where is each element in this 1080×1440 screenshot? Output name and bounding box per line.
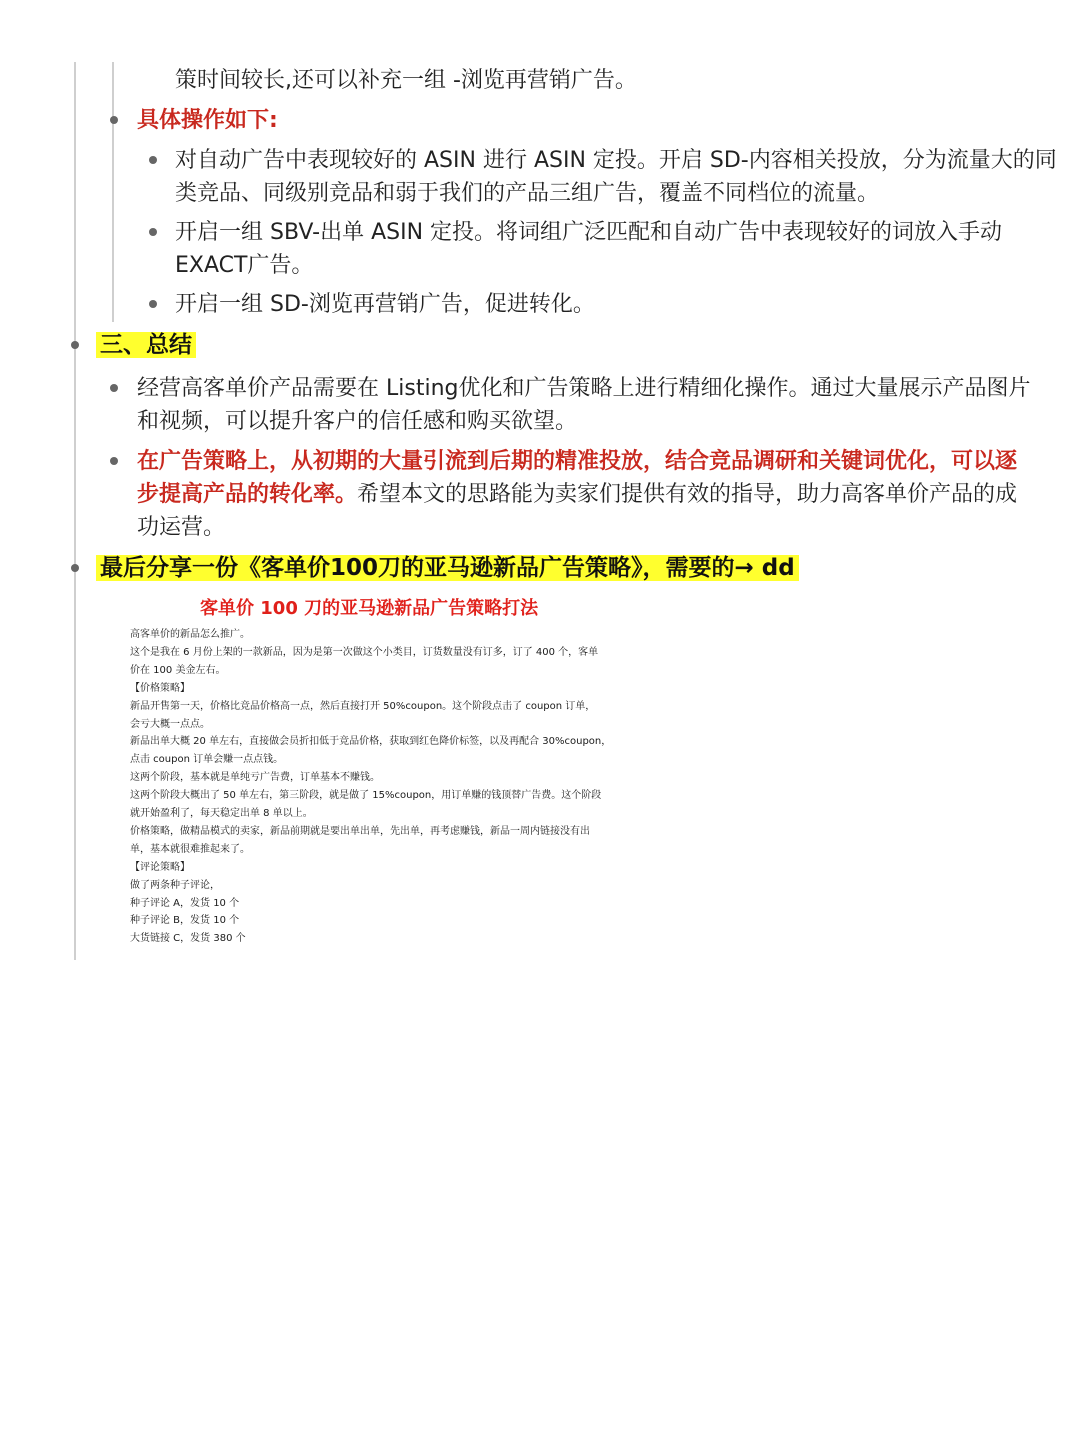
ops-item-1-line-2: 类竞品、同级别竞品和弱于我们的产品三组广告，覆盖不同档位的流量。 (175, 181, 880, 206)
embedded-doc-line: 这两个阶段，基本就是单纯亏广告费，订单基本不赚钱。 (130, 772, 380, 784)
embedded-doc-line: 高客单价的新品怎么推广。 (130, 629, 250, 640)
list-guide-outer (74, 62, 76, 960)
continuation-text: 策时间较长,还可以补充一组 -浏览再营销广告。 (175, 68, 637, 93)
bullet-icon (110, 384, 118, 392)
embedded-doc-line: 单，基本就很难推起来了。 (130, 843, 250, 855)
embedded-doc-line: 价格策略，做精品模式的卖家，新品前期就是要出单出单，先出单，再考虑赚钱，新品一周内链接没有出 (130, 825, 590, 837)
ops-item-2-line-2: EXACT广告。 (175, 253, 314, 278)
embedded-doc-line: 【价格策略】 (130, 682, 190, 694)
embedded-doc-line: 点击 coupon 订单会赚一点点钱。 (130, 754, 284, 766)
share-heading-text: 最后分享一份《客单价100刀的亚马逊新品广告策略》，需要的→ dd (96, 555, 799, 581)
bullet-icon (110, 116, 118, 124)
summary-heading-text: 三、总结 (96, 332, 196, 358)
share-heading (96, 548, 799, 588)
embedded-doc-line: 做了两条种子评论， (130, 879, 220, 891)
ops-item-2-line-1: 开启一组 SBV-出单 ASIN 定投。将词组广泛匹配和自动广告中表现较好的词放入手动 (175, 220, 1003, 245)
summary-p2-line-3: 功运营。 (137, 515, 226, 540)
summary-p1-line-1: 经营高客单价产品需要在 Listing优化和广告策略上进行精细化操作。通过大量展示产品图片 (137, 376, 1031, 401)
summary-p2-line-1: 在广告策略上，从初期的大量引流到后期的精准投放，结合竞品调研和关键词优化，可以逐 (137, 449, 1018, 474)
bullet-icon (71, 564, 79, 572)
embedded-doc-line: 种子评论 B，发货 10 个 (130, 915, 240, 927)
summary-p2-normal: 希望本文的思路能为卖家们提供有效的指导，助力高客单价产品的成 (357, 482, 1018, 507)
embedded-doc-line: 就开始盈利了，每天稳定出单 8 单以上。 (130, 808, 313, 819)
embedded-doc-line: 会亏大概一点点。 (130, 718, 210, 730)
embedded-doc-line: 种子评论 A，发货 10 个 (130, 897, 240, 909)
bullet-icon (149, 228, 157, 236)
summary-p1-line-2: 和视频，可以提升客户的信任感和购买欲望。 (137, 409, 578, 434)
bullet-icon (71, 341, 79, 349)
embedded-doc-line: 新品出单大概 20 单左右，直接做会员折扣低于竞品价格，获取到红色降价标签，以及再配合 30%coupon， (130, 736, 612, 748)
embedded-doc-line: 这个是我在 6 月份上架的一款新品，因为是第一次做这个小类目，订货数量没有订多，订了 400 个，客单 (130, 646, 599, 658)
bullet-icon (110, 457, 118, 465)
embedded-doc-title: 客单价 100 刀的亚马逊新品广告策略打法 (200, 598, 539, 619)
bullet-icon (149, 156, 157, 164)
embedded-doc-line: 这两个阶段大概出了 50 单左右，第三阶段，就是做了 15%coupon，用订单赚的钱顶替广告费。这个阶段 (130, 790, 602, 802)
embedded-doc-line: 【评论策略】 (130, 861, 190, 873)
summary-heading (96, 325, 196, 365)
summary-p2-red-tail: 步提高产品的转化率。 (137, 482, 358, 507)
ops-item-1-line-1: 对自动广告中表现较好的 ASIN 进行 ASIN 定投。开启 SD-内容相关投放，分为流量大的同 (175, 148, 1057, 173)
bullet-icon (149, 300, 157, 308)
embedded-doc-line: 新品开售第一天，价格比竞品价格高一点，然后直接打开 50%coupon。这个阶段点击了 coupon 订单， (130, 700, 596, 712)
embedded-doc-line: 大货链接 C，发货 380 个 (130, 933, 246, 945)
ops-heading: 具体操作如下: (137, 108, 278, 133)
ops-item-3-line-1: 开启一组 SD-浏览再营销广告，促进转化。 (175, 292, 595, 317)
embedded-doc-line: 价在 100 美金左右。 (130, 664, 226, 676)
list-guide-inner (112, 62, 114, 322)
summary-p2-line-2 (137, 478, 1017, 511)
